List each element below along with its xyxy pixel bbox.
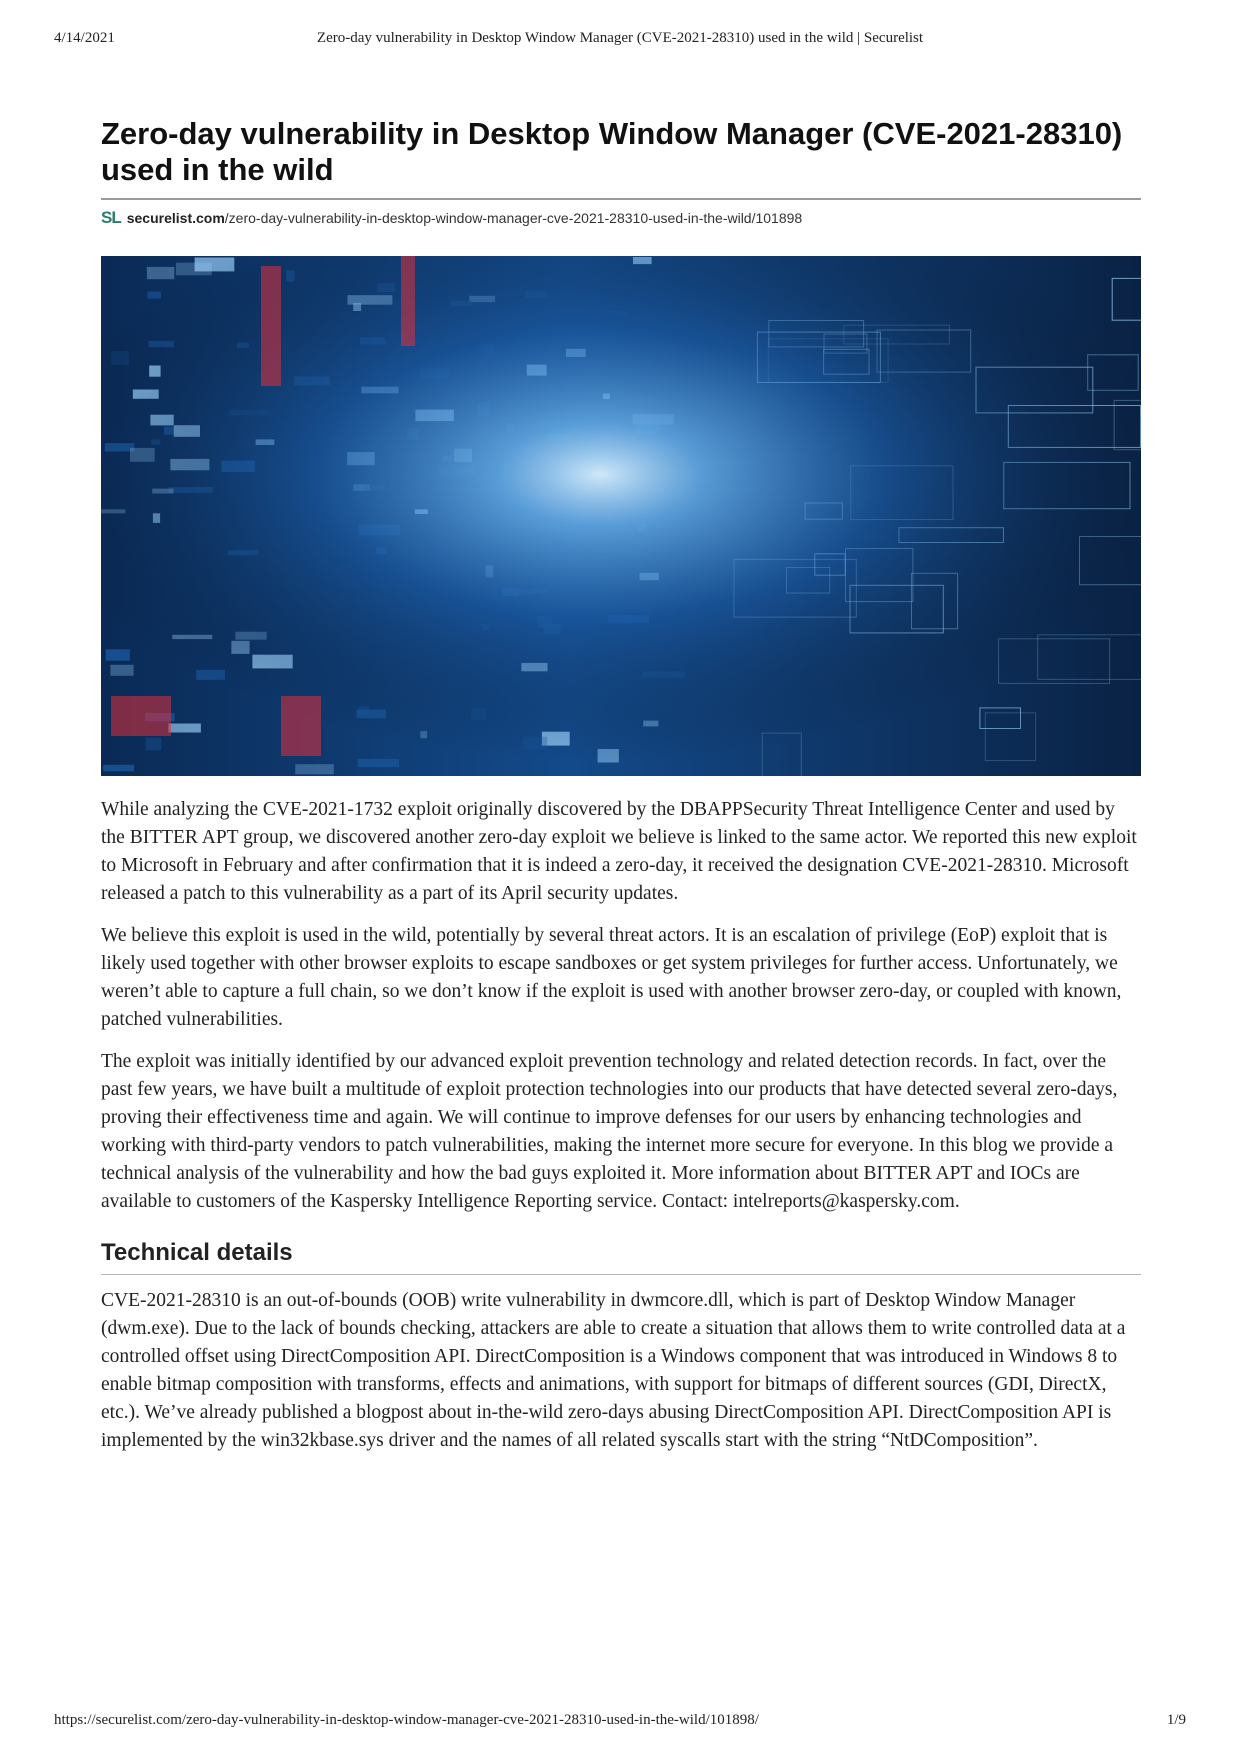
cyber-code-illustration-icon — [101, 256, 1141, 776]
print-footer-url: https://securelist.com/zero-day-vulnerability-in-desktop-window-manager-cve-2021-28310-used-in-the-wild/101898/ — [54, 1712, 759, 1728]
source-link[interactable] — [127, 210, 802, 226]
section-paragraph: CVE-2021-28310 is an out-of-bounds (OOB) write vulnerability in dwmcore.dll, which is part of Desktop Window Manager (dwm.exe). Due to the lack of bounds checking, attackers are able to create a situation that allows them to write controlled data at a controlled offset using DirectComposition API. DirectComposition is a Windows component that was introduced in Windows 8 to enable bitmap composition with transforms, effects and animations, with support for bitmaps of different sources (GDI, DirectX, etc.). We’ve already published a blogpost about in-the-wild zero-days abusing DirectComposition API. DirectComposition API is implemented by the win32kbase.sys driver and the names of all related syscalls start with the string “NtDComposition”. — [101, 1290, 1126, 1451]
source-line — [101, 208, 1141, 228]
print-page-title: Zero-day vulnerability in Desktop Window Manager (CVE-2021-28310) used in the wild | Securelist — [316, 30, 924, 46]
source-domain: securelist.com — [126, 210, 225, 226]
print-date: 4/14/2021 — [54, 30, 115, 46]
section-heading-technical-details: Technical details — [101, 1238, 1141, 1275]
article — [101, 116, 1141, 1469]
hero-image — [101, 256, 1141, 776]
paragraph-1: While analyzing the CVE-2021-1732 exploit originally discovered by the DBAPPSecurity Threat Intelligence Center and used by the BITTER APT group, we discovered another zero-day exploit we believe is linked to the same actor. We reported this new exploit to Microsoft in February and after confirmation that it is indeed a zero-day, it received the designation CVE-2021-28310. Microsoft released a patch to this vulnerability as a part of its April security updates. — [101, 799, 1137, 904]
source-path: /zero-day-vulnerability-in-desktop-window-manager-cve-2021-28310-used-in-the-wild/101898 — [224, 210, 803, 226]
article-body — [101, 796, 1141, 1216]
paragraph-3: The exploit was initially identified by our advanced exploit prevention technology and related detection records. In fact, over the past few years, we have built a multitude of exploit protection technologies into our products that have detected several zero-days, proving their effectiveness time and again. We will continue to improve defenses for our users by enhancing technologies and working with third-party vendors to patch vulnerabilities, making the internet more secure for everyone. In this blog we provide a technical analysis of the vulnerability and how the bad guys exploited it. More information about BITTER APT and IOCs are available to customers of the Kaspersky Intelligence Reporting service. Contact: intelreports@kaspersky.com. — [101, 1051, 1118, 1212]
section-body — [101, 1287, 1141, 1455]
paragraph-2: We believe this exploit is used in the wild, potentially by several threat actors. It is an escalation of privilege (EoP) exploit that is likely used together with other browser exploits to escape sandboxes or get system privileges for further access. Unfortunately, we weren’t able to capture a full chain, so we don’t know if the exploit is used with another browser zero-day, or coupled with known, patched vulnerabilities. — [101, 925, 1122, 1030]
print-header — [54, 30, 1186, 52]
securelist-logo-icon: SL — [101, 208, 121, 227]
article-title: Zero-day vulnerability in Desktop Window Manager (CVE-2021-28310) used in the wild — [101, 116, 1141, 200]
page-number: 1/9 — [1166, 1712, 1186, 1728]
